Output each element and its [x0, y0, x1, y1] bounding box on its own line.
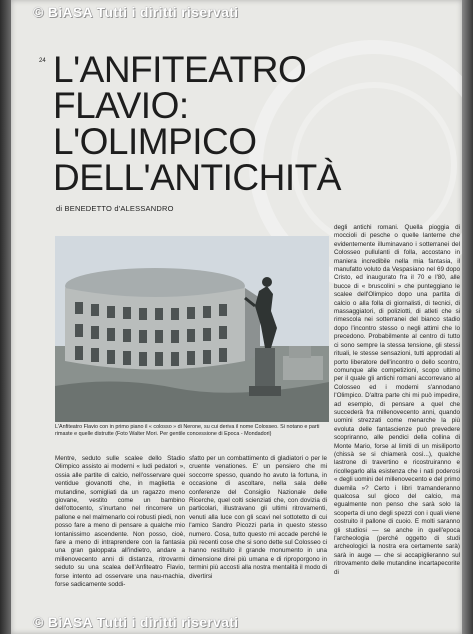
byline-prefix: di — [56, 204, 63, 213]
column-3-text: degli antichi romani. Quella pioggia di moccioli di pesche o quelle lanterne che evidentemente illuminavano i sotterranei del Colosseo pullulanti di folla, accostano in maniera incredibile nella mia fantasia, il manufatto voluto da Vespasiano nel 69 dopo Cristo, ed inaugurato fra il 70 e l'80, alle bucce di « bruscolini » che punteggiano le scalee dell'Olimpico dopo una partita di calcio o alla folla di giornalisti, di tecnici, di massaggiatori, di poliziotti, di atleti che si rimescola nei sotterranei del bianco stadio dopo l'incontro stesso o negli attimi che lo precedono. Probabilmente al centro di tutto ci sono sempre la stessa tensione, gli stessi rituali, le stesse sensazioni, tutti approdati al porto liberatore dell'incontro o dello scontro, comunque alle competizioni, scopo ultimo per il quale gli antichi romani accorrevano al Colosseo ed i moderni s'annodano l'Olimpico. D'altra parte chi mi può impedire, ad esempio, di pensare a quel che succederà fra millenovecento anni, quando uomini strezzati come menarche la più evoluta delle fantascienze può prevedere scopriranno, alle pendici della collina di Monte Mario, forse al limiti di un misiliporto (chissà se si chiamerà così...), qualche lastrone di travertino e ricostruiranno e ricollegarlo alla esistenza che i nati poderosi « degli uomini del millenovecento e del primo duemila »? Certo i libri tramanderanno qualcosa sul gioco del calcio, ma egualmente non penso che sarà solo la scoperta di uno degli spezzi con i quali viene costruito il pallone di cuoio. E molti saranno gli studiosi — se anche in quell'epoca l'archeologia (perché oggetto di studi archeologici la nostra era certamente sarà) sarà in auge — che si accapiglieranno sul ritrovamento delle mutandine incartapecorite di — [334, 224, 460, 576]
text-column-1 — [55, 455, 185, 633]
text-column-3 — [334, 224, 460, 632]
binding-shadow — [0, 0, 11, 634]
colosseum-photo — [55, 236, 329, 422]
title-line-4: DELL'ANTICHITÀ — [53, 157, 341, 198]
watermark-top: © BiASA Tutti i diritti riservati — [33, 4, 239, 20]
title-line-2: FLAVIO: — [53, 85, 189, 126]
title-line-3: L'OLIMPICO — [53, 121, 257, 162]
column-2-text: sfatto per un combattimento di gladiatori o per le cruente venationes. E' un pensiero che mi soccorre spesso, quando ho avuto la fortuna, in occasione di ascoltare, nella sala delle conferenze del Consiglio Nazionale delle Ricerche, quel colti scienziati che, con dovizia di particolari, illustravano gli ultimi ritrovamenti, venuti alla luce con gli scavi nel sottotetto di cui l'amico Sandro Picozzi parla in questo stesso numero. Cosa, tutto questo mi accade perché le più recenti cose che si sono dette sul Colosseo ci hanno restituito il grande monumento in una dimensione direi più umana e di riproporgono in termini più accosti alla nostra mentalità il modo di divertirsi — [189, 455, 327, 580]
watermark-bottom: © BiASA Tutti i diritti riservati — [33, 614, 239, 630]
column-1-text: Mentre, seduto sulle scalee dello Stadio Olimpico assisto ai moderni « ludi pedatori », ossia alle partite di calcio, nell'osservare quei ventidue giovanotti che, in maglietta e mutandine, somigliati da un ragazzo meno giovane, vestito come un bambino dell'ottocento, s'inurtano nel rincorrere un pallone e nel malmenarlo coi robusti piedi, non posso fare a meno di pensare a qualche mio lontanissimo ascendente. Non posso, cioè, fare a meno di intraprendere con la fantasia una gran galoppata all'indietro, andare a millenovecento anni di distanza, ritrovarmi seduto su una scalea dell'Anfiteatro Flavio, forse intento ad osservare una nau-machia, forse sadicamente soddi- — [55, 455, 185, 589]
byline-author: BENEDETTO d'ALESSANDRO — [64, 204, 174, 213]
title-line-1: L'ANFITEATRO — [53, 49, 307, 90]
photo-caption: L'Anfiteatro Flavio con in primo piano il « colosso » di Nerone, su cui deriva il nome Colosseo. Si notano e parti rimaste e quelle distrutte (Foto Walter Mori. Per gentile concessione di Epoca - Mondadori) — [55, 424, 320, 437]
text-column-2 — [189, 455, 327, 633]
article-title — [53, 49, 341, 198]
magazine-page — [11, 0, 462, 634]
colosseum-illustration — [55, 236, 329, 422]
byline — [56, 204, 174, 213]
page-number: 24 — [39, 58, 46, 64]
page-edge-right — [462, 0, 473, 634]
